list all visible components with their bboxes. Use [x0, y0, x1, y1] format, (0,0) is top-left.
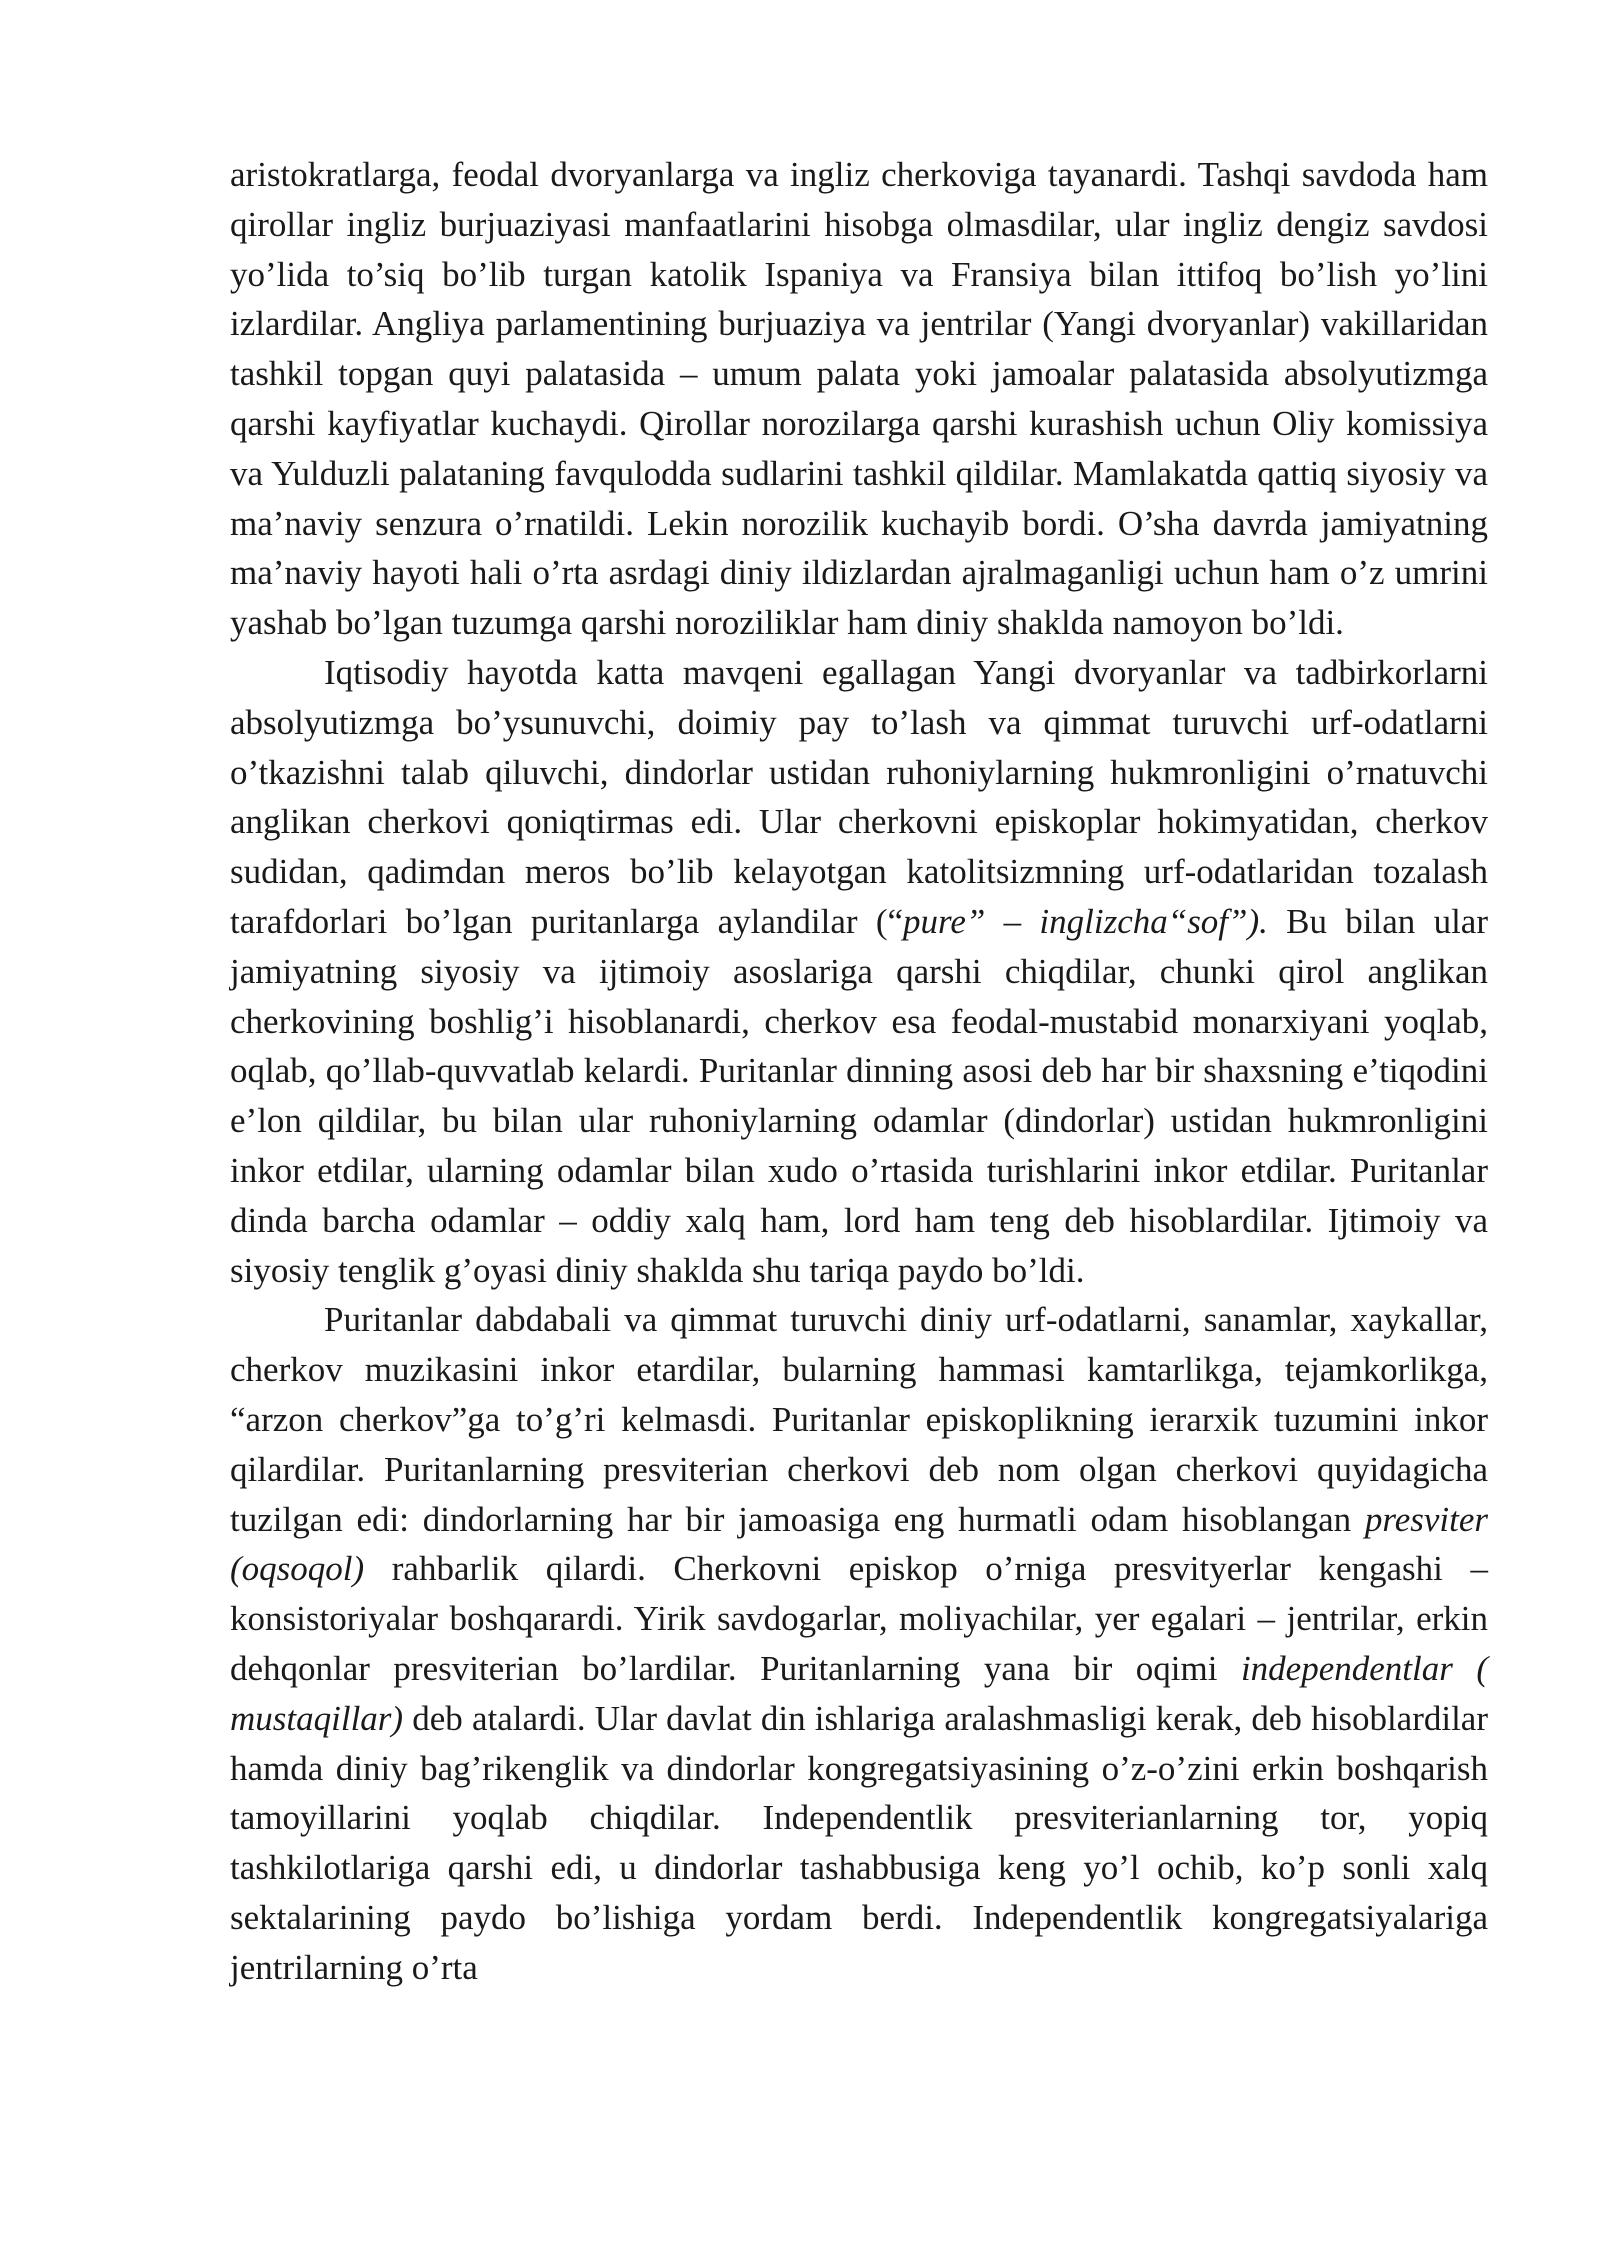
paragraph-text: aristokratlarga, feodal dvoryanlarga va ingliz cherkoviga tayanardi. Tashqi savdoda ham qirollar ingliz burjuaziyasi manfaatlarini hisobga olmasdilar, ular ingliz dengiz savdosi yo’lida to’siq bo’lib turgan katolik Ispaniya va Fransiya bilan ittifoq bo’lish yo’lini izlardilar. Angliya parlamentining burjuaziya va jentrilar (Yangi dvoryanlar) vakillaridan tashkil topgan quyi palatasida – umum palata yoki jamoalar palatasida absolyutizmga qarshi kayfiyatlar kuchaydi. Qirollar norozilarga qarshi kurashish uchun Oliy komissiya va Yulduzli palataning favqulodda sudlarini tashkil qildilar. Mamlakatda qattiq siyosiy va ma’naviy senzura o’rnatildi. Lekin norozilik kuchayib bordi. O’sha davrda jamiyatning ma’naviy hayoti hali o’rta asrdagi diniy ildizlardan ajralmaganligi uchun ham o’z umrini yashab bo’lgan tuzumga qarshi noroziliklar ham diniy shaklda namoyon bo’ldi. [230, 155, 1488, 643]
paragraph-1 [230, 150, 1488, 648]
paragraph-text: Bu bilan ular jamiyatning siyosiy va ijtimoiy asoslariga qarshi chiqdilar, chunki qirol anglikan cherkovining boshlig’i hisoblanardi, cherkov esa feodal-mustabid monarxiyani yoqlab, oqlab, qo’llab-quvvatlab kelardi. Puritanlar dinning asosi deb har bir shaxsning e’tiqodini e’lon qildilar, bu bilan ular ruhoniylarning odamlar (dindorlar) ustidan hukmronligini inkor etdilar, ularning odamlar bilan xudo o’rtasida turishlarini inkor etdilar. Puritanlar dinda barcha odamlar – oddiy xalq ham, lord ham teng deb hisoblardilar. Ijtimoiy va siyosiy tenglik g’oyasi diniy shaklda shu tariqa paydo bo’ldi. [230, 901, 1488, 1290]
italic-term: presviter (oqsoqol) [230, 1499, 1488, 1589]
document-body [230, 150, 1488, 1992]
italic-term: independentlar ( mustaqillar) [230, 1648, 1488, 1738]
paragraph-text: rahbarlik qilardi. Cherkovni episkop o’rniga presvityerlar kengashi – konsistoriyalar boshqarardi. Yirik savdogarlar, moliyachilar, yer egalari – jentrilar, erkin dehqonlar presviterian bo’lardilar. Puritanlarning yana bir oqimi [230, 1549, 1488, 1688]
paragraph-text: Puritanlar dabdabali va qimmat turuvchi diniy urf-odatlarni, sanamlar, xaykallar, cherkov muzikasini inkor etardilar, bularning hammasi kamtarlikga, tejamkorlikga, “arzon cherkov”ga to’g’ri kelmasdi. Puritanlar episkoplikning ierarxik tuzumini inkor qilardilar. Puritanlarning presviterian cherkovi deb nom olgan cherkovi quyidagicha tuzilgan edi: dindorlarning har bir jamoasiga eng hurmatli odam hisoblangan [230, 1300, 1488, 1539]
paragraph-3 [230, 1295, 1488, 1992]
paragraph-2 [230, 648, 1488, 1295]
paragraph-text: deb atalardi. Ular davlat din ishlariga aralashmasligi kerak, deb hisoblardilar hamda diniy bag’rikenglik va dindorlar kongregatsiyasining o’z-o’zini erkin boshqarish tamoyillarini yoqlab chiqdilar. Independentlik presviterianlarning tor, yopiq tashkilotlariga qarshi edi, u dindorlar tashabbusiga keng yo’l ochib, ko’p sonli xalq sektalarining paydo bo’lishiga yordam berdi. Independentlik kongregatsiyalariga jentrilarning o’rta [230, 1698, 1488, 1987]
paragraph-text: Iqtisodiy hayotda katta mavqeni egallagan Yangi dvoryanlar va tadbirkorlarni absolyutizmga bo’ysunuvchi, doimiy pay to’lash va qimmat turuvchi urf-odatlarni o’tkazishni talab qiluvchi, dindorlar ustidan ruhoniylarning hukmronligini o’rnatuvchi anglikan cherkovi qoniqtirmas edi. Ular cherkovni episkoplar hokimyatidan, cherkov sudidan, qadimdan meros bo’lib kelayotgan katolitsizmning urf-odatlaridan tozalash tarafdorlari bo’lgan puritanlarga aylandilar (“ [230, 652, 1488, 941]
italic-term: pure” – inglizcha“sof”). [903, 901, 1268, 941]
